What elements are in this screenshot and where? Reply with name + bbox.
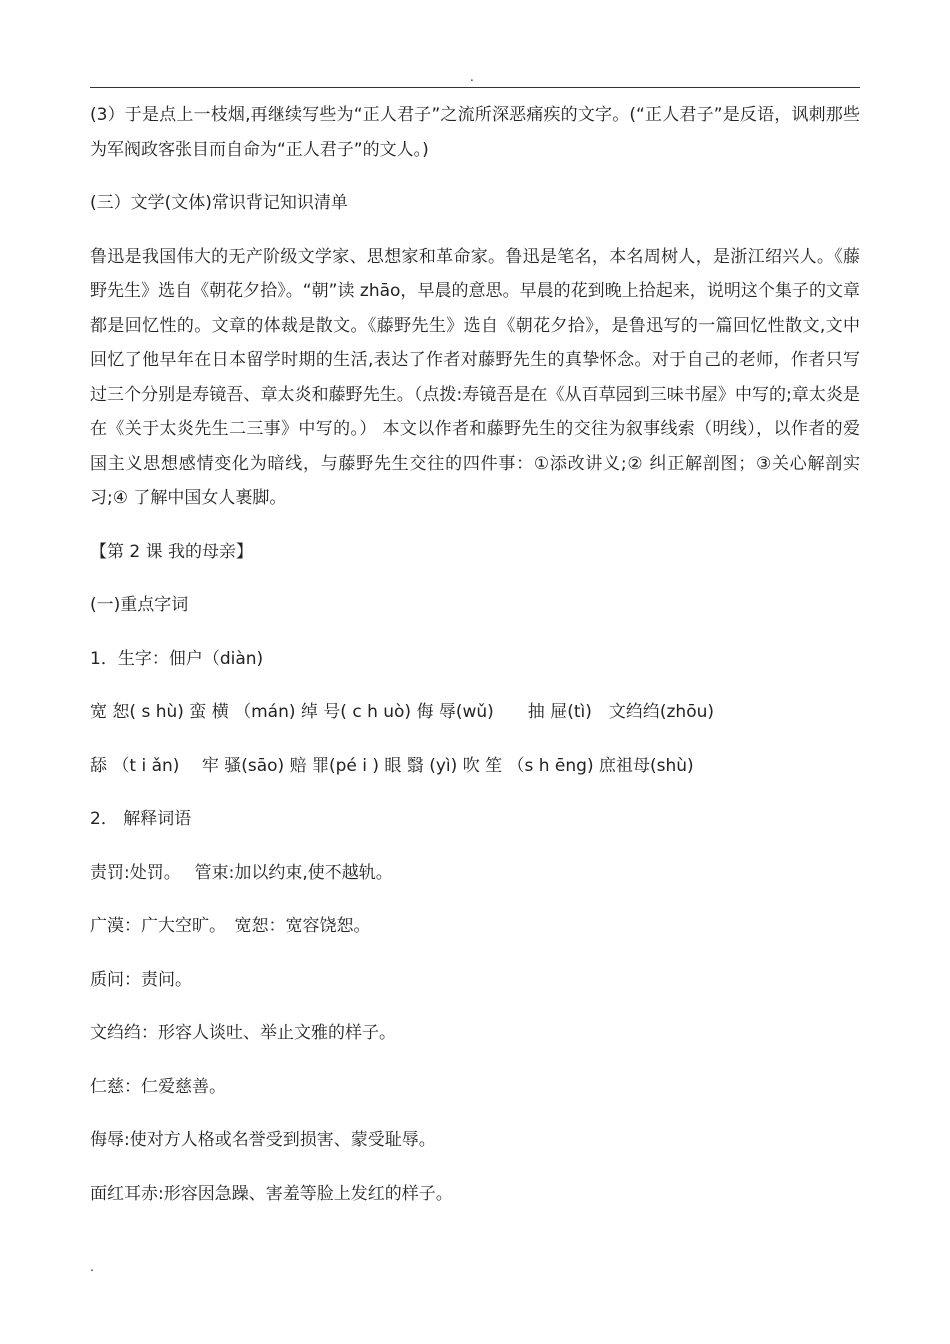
new-characters-line-2: 舔 （t i ǎn) 牢 骚(sāo) 赔 罪(pé i ) 眼 翳 (yì) 吹 笙 （s h ēng) 庶祖母(shù) xyxy=(90,755,694,776)
paragraph-luxun-intro: 鲁迅是我国伟大的无产阶级文学家、思想家和革命家。鲁迅是笔名，本名周树人，是浙江绍兴人。《藤野先生》选自《朝花夕拾》。“朝”读 zhāo，早晨的意思。早晨的花到晚上拾起来，说明这个集子的文章都是回忆性的。文章的体裁是散文。《藤野先生》选自《朝花夕拾》，是鲁迅写的一篇回忆性散文,文中回忆了他早年在日本留学时期的生活,表达了作者对藤野先生的真挚怀念。对于自己的老师，作者只写过三个分别是寿镜吾、章太炎和藤野先生。（点拨:寿镜吾是在《从百草园到三味书屋》中写的;章太炎是在《关于太炎先生二三事》中写的。） 本文以作者和藤野先生的交往为叙事线索（明线），以作者的爱国主义思想感情变化为暗线，与藤野先生交往的四件事：①添改讲义;② 纠正解剖图；③关心解剖实习;④ 了解中国女人裹脚。 xyxy=(90,246,860,508)
definition-line: 仁慈：仁爱慈善。 xyxy=(90,1076,226,1097)
section-heading-key-words: (一)重点字词 xyxy=(90,595,189,615)
paragraph-smoke-note: (3）于是点上一枝烟,再继续写些为“正人君子”之流所深恶痛疾的文字。(“正人君子”是反语，讽刺那些为军阀政客张目而自命为“正人君子”的文人。) xyxy=(90,105,860,160)
definition-line: 广漠：广大空旷。 宽恕：宽容饶恕。 xyxy=(90,916,371,936)
definition-line: 文绉绉：形容人谈吐、举止文雅的样子。 xyxy=(90,1023,396,1043)
new-characters-line-1: 宽 恕( s hù) 蛮 横 （mán) 绰 号( c h uò) 侮 辱(wǔ) 抽 屉(tì) 文绉绉(zhōu) xyxy=(90,702,715,722)
word-explanations-heading: 2． 解释词语 xyxy=(90,809,192,829)
document-body xyxy=(90,98,860,1230)
header-rule xyxy=(90,87,860,88)
definition-line: 面红耳赤:形容因急躁、害羞等脸上发红的样子。 xyxy=(90,1183,453,1204)
lesson-title: 【第 2 课 我的母亲】 xyxy=(90,541,254,562)
new-characters-heading: 1．生字：佃户（diàn) xyxy=(90,648,264,669)
header-mark: . xyxy=(470,70,474,84)
definition-line: 质问：责问。 xyxy=(90,969,192,990)
definition-line: 侮辱:使对方人格或名誉受到损害、蒙受耻辱。 xyxy=(90,1130,436,1150)
footer-mark: . xyxy=(90,1260,94,1274)
definition-line: 责罚:处罚。 管束:加以约束,使不越轨。 xyxy=(90,862,393,883)
section-heading-literary-knowledge: (三）文学(文体)常识背记知识清单 xyxy=(90,193,348,213)
